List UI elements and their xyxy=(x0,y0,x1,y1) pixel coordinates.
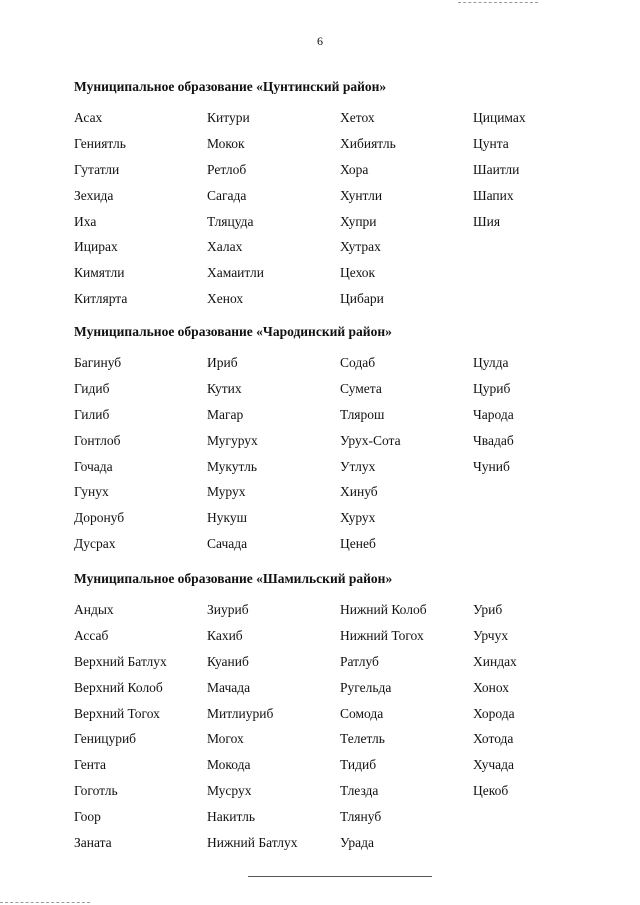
settlement-name: Шаитли xyxy=(473,161,520,177)
settlement-name: Гочада xyxy=(74,458,113,474)
settlement-name: Гонтлоб xyxy=(74,432,121,448)
settlement-name: Сагада xyxy=(207,187,247,203)
settlement-name: Куаниб xyxy=(207,653,249,669)
settlement-name: Нижний Батлух xyxy=(207,835,298,851)
settlement-name: Андых xyxy=(74,602,114,617)
settlement-name: Китлярта xyxy=(74,291,128,307)
settlement-name: Тляцуда xyxy=(207,213,254,229)
settlement-name: Хотода xyxy=(473,731,514,747)
settlement-name: Хинуб xyxy=(340,484,378,500)
settlement-name: Хурух xyxy=(340,510,376,526)
settlement-name: Кимятли xyxy=(74,265,125,281)
settlement-name: Гидиб xyxy=(74,380,110,396)
settlement-name: Зиуриб xyxy=(207,602,249,617)
settlement-name: Ретлоб xyxy=(207,161,247,177)
settlement-name: Хунтли xyxy=(340,187,383,203)
settlement-name: Могох xyxy=(207,731,244,747)
empty-cell xyxy=(473,536,606,562)
empty-cell xyxy=(473,484,606,510)
settlement-name: Гента xyxy=(74,757,107,773)
settlement-name: Уриб xyxy=(473,602,503,617)
settlement-name: Ассаб xyxy=(74,627,109,643)
section-heading: Муниципальное образование «Чародинский район» xyxy=(74,324,392,339)
settlement-name: Цехок xyxy=(340,265,376,281)
settlement-name: Содаб xyxy=(340,355,376,370)
settlement-name: Тлянуб xyxy=(340,809,382,825)
settlement-name: Геницуриб xyxy=(74,731,137,747)
settlement-name: Цунта xyxy=(473,135,509,151)
settlement-name: Тлярош xyxy=(340,406,385,422)
settlement-name: Урада xyxy=(340,835,374,851)
scan-mark-top xyxy=(458,2,538,3)
page-number: 6 xyxy=(317,34,323,48)
settlement-name: Цуриб xyxy=(473,380,511,396)
settlement-name: Чуниб xyxy=(473,458,510,474)
empty-cell xyxy=(473,291,606,317)
settlement-name: Верхний Колоб xyxy=(74,679,163,695)
settlement-name: Мурух xyxy=(207,484,246,500)
empty-cell xyxy=(473,510,606,536)
settlement-name: Китури xyxy=(207,110,250,125)
empty-cell xyxy=(473,239,606,265)
settlement-name: Цибари xyxy=(340,291,384,307)
settlement-name: Хутрах xyxy=(340,239,381,255)
settlement-name: Шапих xyxy=(473,187,514,203)
settlement-name: Багинуб xyxy=(74,355,122,370)
settlement-name: Ценеб xyxy=(340,536,376,552)
settlement-name: Ругельда xyxy=(340,679,392,695)
empty-cell xyxy=(473,835,606,861)
settlement-name: Тлезда xyxy=(340,783,379,799)
settlement-name: Иха xyxy=(74,213,97,229)
settlement-name: Кутих xyxy=(207,380,242,396)
settlement-name: Ириб xyxy=(207,355,238,370)
settlement-name: Митлиуриб xyxy=(207,705,274,721)
settlement-name: Асах xyxy=(74,110,103,125)
settlement-name: Гоор xyxy=(74,809,101,825)
settlement-name: Чвадаб xyxy=(473,432,514,448)
settlement-name: Гунух xyxy=(74,484,109,500)
settlement-name: Ратлуб xyxy=(340,653,379,669)
scan-mark-bottom xyxy=(0,902,90,903)
settlement-name: Кахиб xyxy=(207,627,243,643)
settlement-name: Утлух xyxy=(340,458,376,474)
settlement-name: Накитль xyxy=(207,809,255,825)
settlement-name: Ицирах xyxy=(74,239,118,255)
settlement-name: Гоготль xyxy=(74,783,118,799)
settlement-list xyxy=(74,602,614,861)
settlement-name: Хибиятль xyxy=(340,135,396,151)
settlement-name: Мокок xyxy=(207,135,245,151)
settlement-list xyxy=(74,110,614,317)
section-heading: Муниципальное образование «Шамильский район» xyxy=(74,571,393,586)
settlement-name: Тидиб xyxy=(340,757,377,773)
settlement-name: Нижний Колоб xyxy=(340,602,427,617)
settlement-list xyxy=(74,355,614,562)
settlement-name: Магар xyxy=(207,406,244,422)
settlement-name: Гилиб xyxy=(74,406,110,422)
settlement-name: Хора xyxy=(340,161,369,177)
settlement-name: Халах xyxy=(207,239,243,255)
settlement-name: Хетох xyxy=(340,110,375,125)
settlement-name: Нукуш xyxy=(207,510,248,526)
section-heading: Муниципальное образование «Цунтинский район» xyxy=(74,79,387,94)
empty-cell xyxy=(473,265,606,291)
empty-cell xyxy=(473,809,606,835)
settlement-name: Мокода xyxy=(207,757,251,773)
settlement-name: Мачада xyxy=(207,679,251,695)
settlement-name: Цицимах xyxy=(473,110,526,125)
settlement-name: Хенох xyxy=(207,291,244,307)
settlement-name: Доронуб xyxy=(74,510,125,526)
settlement-name: Хонох xyxy=(473,679,510,695)
settlement-name: Цекоб xyxy=(473,783,509,799)
settlement-name: Мугурух xyxy=(207,432,258,448)
settlement-name: Заната xyxy=(74,835,112,851)
settlement-name: Гениятль xyxy=(74,135,126,151)
settlement-name: Зехида xyxy=(74,187,114,203)
settlement-name: Хиндах xyxy=(473,653,517,669)
settlement-name: Верхний Тогох xyxy=(74,705,160,721)
settlement-name: Урух-Сота xyxy=(340,432,401,448)
settlement-name: Хучада xyxy=(473,757,514,773)
settlement-name: Сумета xyxy=(340,380,382,396)
settlement-name: Хорода xyxy=(473,705,515,721)
settlement-name: Сачада xyxy=(207,536,248,552)
settlement-name: Шия xyxy=(473,213,501,229)
settlement-name: Мукутль xyxy=(207,458,257,474)
settlement-name: Цулда xyxy=(473,355,509,370)
settlement-name: Чарода xyxy=(473,406,514,422)
settlement-name: Хамаитли xyxy=(207,265,264,281)
footer-rule xyxy=(248,876,432,877)
settlement-name: Урчух xyxy=(473,627,509,643)
settlement-name: Гутатли xyxy=(74,161,120,177)
settlement-name: Сомода xyxy=(340,705,384,721)
settlement-name: Телетль xyxy=(340,731,385,747)
settlement-name: Хупри xyxy=(340,213,377,229)
settlement-name: Мусрух xyxy=(207,783,252,799)
settlement-name: Верхний Батлух xyxy=(74,653,167,669)
settlement-name: Дусрах xyxy=(74,536,116,552)
settlement-name: Нижний Тогох xyxy=(340,627,424,643)
